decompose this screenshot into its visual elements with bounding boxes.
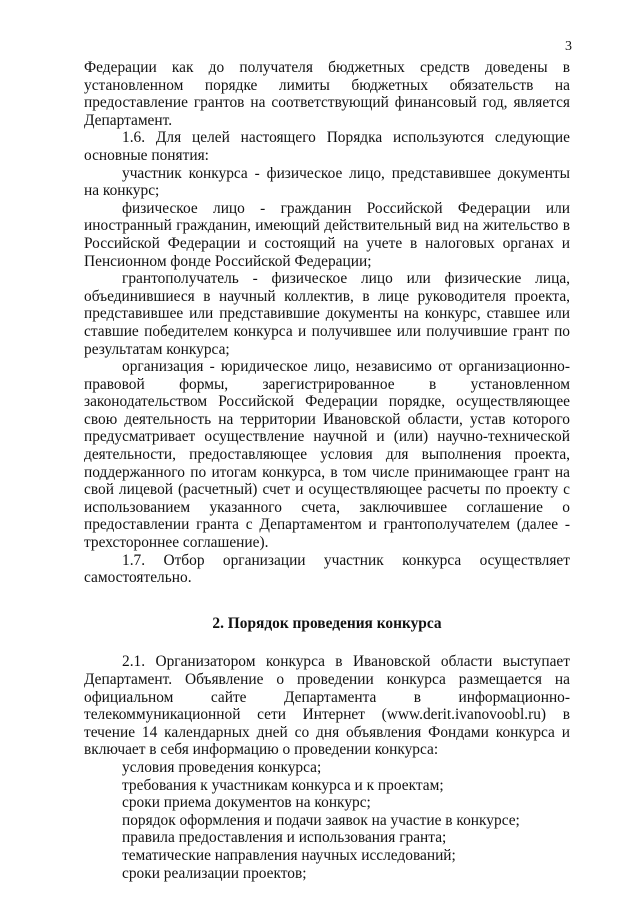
definition-individual: физическое лицо - гражданин Российской Федерации или иностранный гражданин, имеющий действительный вид на жительство в Российской Федерации и состоящий на учете в налоговых органах и Пенсионном фонде Российской Федерации; [84,199,570,270]
paragraph-continuation: Федерации как до получателя бюджетных средств доведены в установленном порядке лимиты бюджетных обязательств на предоставление грантов на соответствующий финансовый год, является Департамент. [84,59,570,129]
page-number: 3 [565,39,572,54]
list-item: сроки приема документов на конкурс; [122,794,371,812]
list-item: условия проведения конкурса; [122,758,322,776]
list-item: правила предоставления и использования гранта; [122,829,447,847]
list-item: порядок оформления и подачи заявок на участие в конкурсе; [122,811,520,829]
paragraph-1-6: 1.6. Для целей настоящего Порядка используются следующие основные понятия: [84,129,570,164]
definition-grantee: грантополучатель - физическое лицо или физические лица, объединившиеся в научный коллектив, в лице руководителя проекта, представившее или представившие документы на конкурс, ставшее или ставшие победителем конкурса и получившее или получившие грант по результатам конкурса; [84,270,570,358]
definition-participant: участник конкурса - физическое лицо, представившее документы на конкурс; [84,164,570,200]
list-item: требования к участникам конкурса и к проектам; [122,776,444,794]
paragraph-1-7: 1.7. Отбор организации участник конкурса осуществляет самостоятельно. [84,551,570,587]
definition-organization: организация - юридическое лицо, независимо от организационно-правовой формы, зарегистрированное в установленном законодательством Российской Федерации порядке, осуществляющее свою деятельность на территории Ивановской области, устав которого предусматривает осуществление научной и (или) научно-технической деятельности, предоставляющее условия для выполнения проекта, поддержанного по итогам конкурса, в том числе принимающее грант на свой лицевой (расчетный) счет и осуществляющее расчеты по проекту с использованием указанного счета, заключившее соглашение о предоставлении гранта с Департаментом и грантополучателем (далее - трехстороннее соглашение). [84,358,570,552]
list-item: тематические направления научных исследований; [122,846,456,864]
list-item: сроки реализации проектов; [122,864,307,882]
document-body [84,59,570,882]
paragraph-2-1: 2.1. Организатором конкурса в Ивановской области выступает Департамент. Объявление о проведении конкурса размещается на официальном сайте Департамента в информационно-телекоммуникационной сети Интернет (www.derit.ivanovoobl.ru) в течение 14 календарных дней со дня объявления Фондами конкурса и включает в себя информацию о проведении конкурса: [84,653,570,759]
section-heading: 2. Порядок проведения конкурса [212,614,442,632]
